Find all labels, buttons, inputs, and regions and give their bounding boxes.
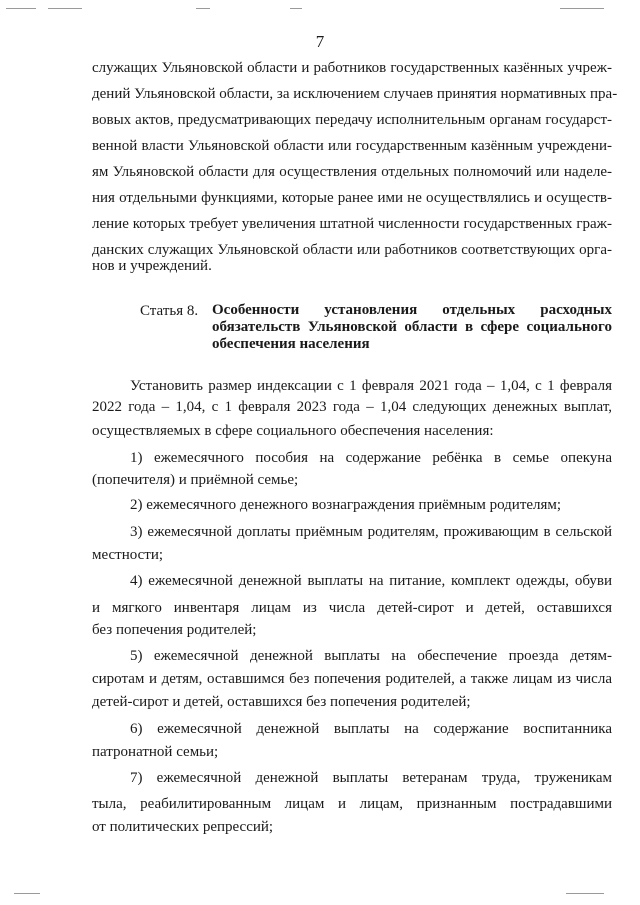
list-item-7-cont: от политических репрессий;: [92, 819, 274, 835]
page-number: 7: [315, 32, 325, 51]
scan-mark-top-mid-2: [290, 8, 302, 9]
list-item-5-cont: детей-сирот и детей, оставшихся без попечения родителей;: [92, 694, 471, 710]
scan-mark-top-left: [6, 8, 36, 9]
article-title-line: Особенности установления отдельных расходных: [212, 302, 612, 318]
list-item-7: 7) ежемесячной денежной выплаты ветеранам труда, труженикам: [130, 770, 612, 786]
list-item-5-cont: сиротам и детям, оставшимся без попечения родителей, а также лицам из числа: [92, 671, 612, 687]
scan-mark-bottom-left: [14, 893, 40, 894]
scan-mark-top-mid: [196, 8, 210, 9]
article-title-line: обязательств Ульяновской области в сфере социального: [212, 319, 612, 335]
list-item-5: 5) ежемесячной денежной выплаты на обеспечение проезда детям-: [130, 648, 612, 664]
scan-mark-top-left-2: [48, 8, 82, 9]
list-item-1: 1) ежемесячного пособия на содержание ребёнка в семье опекуна: [130, 450, 612, 466]
intro-line: ния отдельными функциями, которые ранее ими не осуществлялись и осуществ-: [92, 190, 612, 206]
list-item-2: 2) ежемесячного денежного вознаграждения приёмным родителям;: [130, 497, 562, 513]
article-title-line-last: обеспечения населения: [212, 336, 370, 352]
article-label: Статья 8.: [140, 303, 199, 319]
intro-line: служащих Ульяновской области и работников государственных казённых учреж-: [92, 60, 612, 76]
list-item-4-cont: и мягкого инвентаря лицам из числа детей-сирот и детей, оставшихся: [92, 600, 612, 616]
scan-mark-bottom-right: [566, 893, 604, 894]
body-line: 2022 года – 1,04, с 1 февраля 2023 года – 1,04 следующих денежных выплат,: [92, 399, 612, 415]
intro-line: дений Ульяновской области, за исключением случаев принятия нормативных пра-: [92, 86, 618, 102]
intro-line: данских служащих Ульяновской области или работников соответствующих орга-: [92, 242, 612, 258]
intro-line-last: нов и учреждений.: [92, 258, 212, 274]
body-line-indented: Установить размер индексации с 1 февраля 2021 года – 1,04, с 1 февраля: [130, 378, 612, 394]
intro-line: вовых актов, предусматривающих передачу исполнительным органам государст-: [92, 112, 612, 128]
body-line: осуществляемых в сфере социального обеспечения населения:: [92, 423, 494, 439]
list-item-6-cont: патронатной семьи;: [92, 744, 219, 760]
intro-line: ление которых требует увеличения штатной численности государственных граж-: [92, 216, 612, 232]
scan-mark-top-right: [560, 8, 604, 9]
list-item-6: 6) ежемесячной денежной выплаты на содержание воспитанника: [130, 721, 612, 737]
list-item-4: 4) ежемесячной денежной выплаты на питание, комплект одежды, обуви: [130, 573, 612, 589]
intro-line: ям Ульяновской области для осуществления отдельных полномочий или наделе-: [92, 164, 612, 180]
list-item-7-cont: тыла, реабилитированным лицам и лицам, признанным пострадавшими: [92, 796, 612, 812]
list-item-3-cont: местности;: [92, 547, 164, 563]
list-item-3: 3) ежемесячной доплаты приёмным родителям, проживающим в сельской: [130, 524, 612, 540]
list-item-1-cont: (попечителя) и приёмной семье;: [92, 472, 299, 488]
intro-line: венной власти Ульяновской области или государственным казённым учреждени-: [92, 138, 612, 154]
list-item-4-cont: без попечения родителей;: [92, 622, 257, 638]
